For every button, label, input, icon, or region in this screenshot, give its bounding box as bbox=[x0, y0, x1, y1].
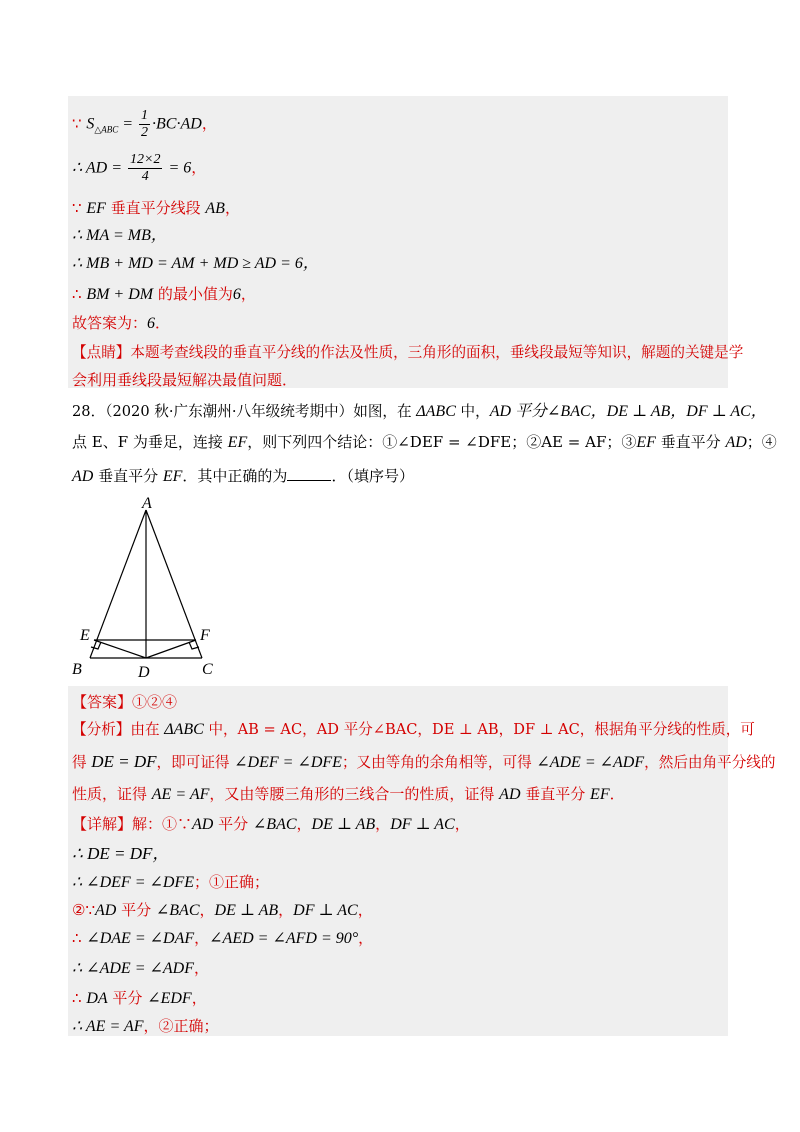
segment-de bbox=[94, 640, 146, 658]
label-b: B bbox=[72, 661, 82, 678]
detail-line-3: ∴ ∠DEF = ∠DFE；①正确； bbox=[72, 873, 270, 891]
label-d: D bbox=[138, 664, 150, 681]
label-c: C bbox=[202, 661, 213, 678]
answer-result: 【答案】①②④ bbox=[72, 693, 178, 711]
answer-blank bbox=[287, 468, 331, 481]
question-line-1: 28．（2020 秋·广东潮州·八年级统考期中）如图，在 ΔABC 中，AD 平分∠BAC，DE ⊥ AB，DF ⊥ AC， bbox=[72, 403, 767, 420]
solution-line-area: ∵ $S_{\triangle ABC}$ = $\frac{1}{2}$ ·BC·AD， bbox=[72, 108, 217, 140]
solution-line-ma: ∴ MA = MB， bbox=[72, 227, 167, 244]
side-ab bbox=[90, 510, 146, 658]
comment-line-2: 会利用垂线段最短解决最值问题． bbox=[72, 371, 298, 389]
detail-line-6: ∴ ∠ADE = ∠ADF， bbox=[72, 959, 210, 977]
analysis-line-3: 性质，证得 AE = AF，又由等腰三角形的三线合一的性质，证得 AD 垂直平分 EF． bbox=[72, 785, 625, 803]
detail-line-4: ②∵AD 平分 ∠BAC，DE ⊥ AB，DF ⊥ AC， bbox=[72, 901, 373, 919]
question-line-3: AD 垂直平分 EF．其中正确的为 ．（填序号） bbox=[72, 467, 414, 485]
solution-line-ef: ∵ EF 垂直平分线段 AB， bbox=[72, 199, 240, 217]
detail-line-5: ∴ ∠DAE = ∠DAF，∠AED = ∠AFD = 90°， bbox=[72, 929, 374, 947]
analysis-line-1: 【分析】由在 ΔABC 中，AB = AC，AD 平分∠BAC，DE ⊥ AB，DF ⊥ AC，根据角平分线的性质，可 bbox=[72, 721, 755, 738]
comment-line-1: 【点睛】本题考查线段的垂直平分线的作法及性质，三角形的面积，垂线段最短等知识，解题的关键是学 bbox=[72, 344, 744, 361]
label-f: F bbox=[200, 627, 210, 644]
detail-line-1: 【详解】解：①∵AD 平分 ∠BAC，DE ⊥ AB，DF ⊥ AC， bbox=[72, 815, 470, 833]
answer-line: 故答案为：6． bbox=[72, 314, 171, 332]
solution-line-sum: ∴ MB + MD = AM + MD ≥ AD = 6， bbox=[72, 255, 319, 272]
detail-line-2: ∴ DE = DF， bbox=[72, 844, 170, 863]
side-ac bbox=[146, 510, 202, 658]
solution-line-ad: ∴ AD = $\frac{12\times 2}{4}$ = 6， bbox=[72, 152, 207, 184]
analysis-line-2: 得 DE = DF，即可证得 ∠DEF = ∠DFE；又由等角的余角相等，可得 ∠ADE = ∠ADF，然后由角平分线的 bbox=[72, 752, 776, 771]
solution-line-min: ∴ BM + DM 的最小值为6， bbox=[72, 285, 256, 303]
label-e: E bbox=[80, 627, 90, 644]
segment-df bbox=[146, 640, 196, 658]
question-line-2: 点 E、F 为垂足，连接 EF，则下列四个结论：①∠DEF = ∠DFE；②AE = AF；③EF 垂直平分 AD；④ bbox=[72, 433, 777, 451]
label-a: A bbox=[142, 495, 152, 512]
detail-line-7: ∴ DA 平分 ∠EDF， bbox=[72, 989, 207, 1007]
triangle-figure bbox=[72, 494, 222, 684]
detail-line-8: ∴ AE = AF，②正确； bbox=[72, 1017, 219, 1035]
